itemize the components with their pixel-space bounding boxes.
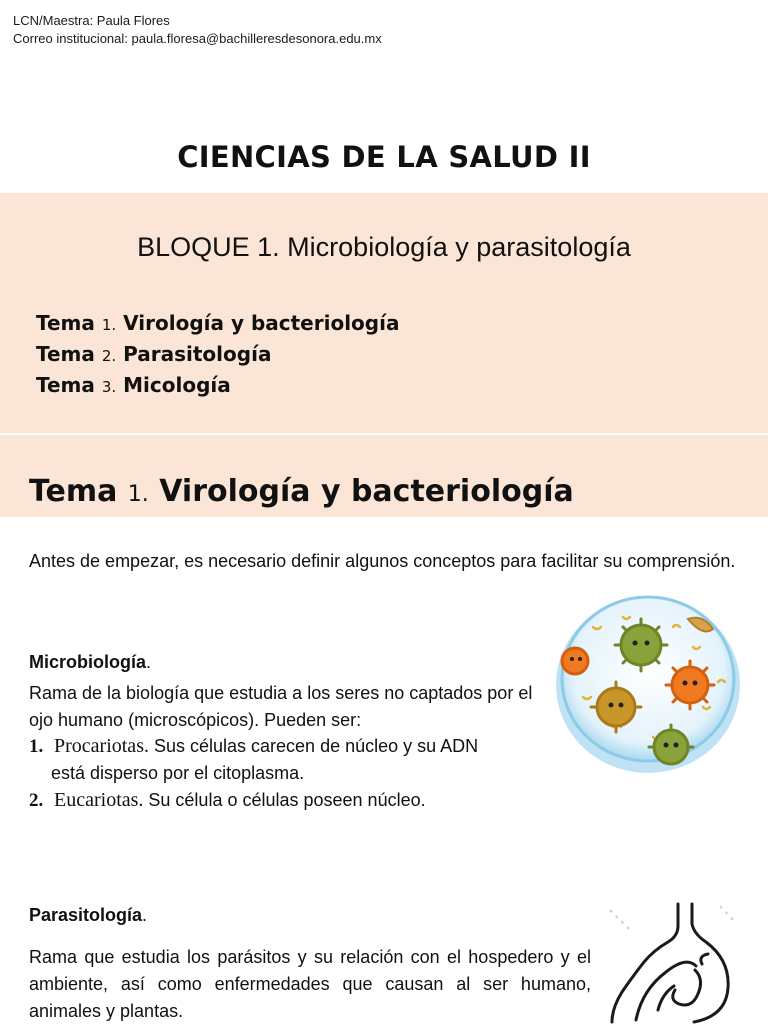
list-item: 1. Procariotas. Sus células carecen de núcleo y su ADN xyxy=(29,735,479,757)
parasitologia-definition: Rama que estudia los parásitos y su relación con el hospedero y el ambiente, así como enfermedades que causan al ser humano, animales y plantas. xyxy=(29,947,591,1021)
list-item-continuation: está disperso por el citoplasma. xyxy=(51,763,305,783)
email-line: Correo institucional: paula.floresa@bachilleresdesonora.edu.mx xyxy=(13,31,382,46)
topic-list xyxy=(36,309,399,402)
topic-item: Tema 3. Micología xyxy=(36,373,231,397)
parasitologia-heading: Parasitología. xyxy=(29,905,148,925)
author-header xyxy=(13,12,382,48)
microbiologia-definition: Rama de la biología que estudia a los seres no captados por el ojo humano (microscópicos). Pueden ser: xyxy=(29,683,533,730)
course-title: CIENCIAS DE LA SALUD II xyxy=(177,140,591,174)
section-title: Tema 1. Virología y bacteriología xyxy=(29,474,574,509)
topic-item: Tema 1. Virología y bacteriología xyxy=(36,311,400,335)
organism-list xyxy=(29,733,549,814)
bloque-title: BLOQUE 1. Microbiología y parasitología xyxy=(137,232,631,262)
green-virus xyxy=(615,619,667,671)
microbiologia-heading: Microbiología. xyxy=(29,652,152,672)
teacher-line: LCN/Maestra: Paula Flores xyxy=(13,13,170,28)
topic-item: Tema 2. Parasitología xyxy=(36,342,272,366)
list-item: 2. Eucariotas. Su célula o células poseen núcleo. xyxy=(29,789,426,811)
petri-dish-icon xyxy=(553,587,743,777)
stomach-worm-icon xyxy=(600,900,740,1024)
intro-paragraph: Antes de empezar, es necesario definir algunos conceptos para facilitar su comprensión. xyxy=(29,551,736,571)
